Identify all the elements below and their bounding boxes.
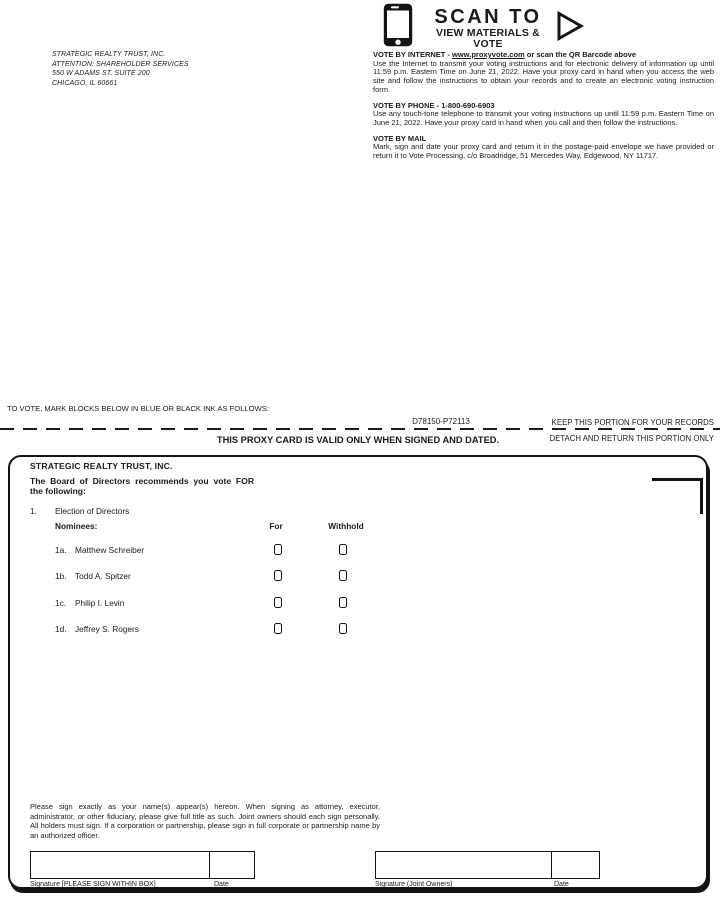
vote-methods-section — [373, 51, 714, 161]
scan-to-title: SCAN TO — [434, 6, 542, 28]
proposal-number: 1. — [30, 506, 37, 516]
nominees-label: Nominees: — [55, 521, 98, 531]
board-recommendation-line1: The Board of Directors recommends you vote FOR — [30, 476, 255, 486]
nominee-name: Philip I. Levin — [75, 598, 125, 608]
board-recommendation-line2: the following: — [30, 486, 86, 496]
vote-by-internet-suffix: or scan the QR Barcode above — [524, 50, 636, 59]
vote-withhold-checkbox-1c[interactable] — [339, 597, 347, 608]
proposal-title: Election of Directors — [55, 506, 130, 516]
vote-for-checkbox-1d[interactable] — [274, 623, 282, 634]
nominee-name: Matthew Schreiber — [75, 545, 145, 555]
sender-line: CHICAGO, IL 60661 — [52, 79, 118, 87]
signature-primary-label: Signature [PLEASE SIGN WITHIN BOX] — [30, 881, 156, 888]
nominee-name: Jeffrey S. Rogers — [75, 624, 139, 634]
signature-box-joint[interactable] — [375, 851, 600, 879]
date-label: Date — [554, 881, 569, 888]
proxy-card — [8, 455, 708, 889]
vote-withhold-checkbox-1a[interactable] — [339, 544, 347, 555]
nominee-id: 1d. — [55, 624, 67, 634]
nominee-row — [55, 624, 675, 637]
vote-by-internet-prefix: VOTE BY INTERNET - — [373, 50, 453, 59]
signature-date-divider — [551, 852, 552, 878]
vote-withhold-checkbox-1d[interactable] — [339, 623, 347, 634]
control-number: D78150-P72113 — [412, 417, 470, 426]
vote-by-mail-body: Mark, sign and date your proxy card and return it in the postage-paid envelope we have provided or return it to Vote Processing, c/o Broadridge, 51 Mercedes Way, Edgewood, NY 11717. — [373, 142, 714, 161]
corner-crop-mark — [652, 478, 703, 514]
nominee-name: Todd A. Spitzer — [75, 571, 131, 581]
perforation-dashed-line — [0, 428, 720, 430]
smartphone-icon — [383, 3, 413, 52]
column-header-withhold: Withhold — [328, 521, 364, 531]
keep-records-note: KEEP THIS PORTION FOR YOUR RECORDS — [551, 418, 714, 427]
vote-for-checkbox-1a[interactable] — [274, 544, 282, 555]
mark-instruction: TO VOTE, MARK BLOCKS BELOW IN BLUE OR BLACK INK AS FOLLOWS: — [7, 404, 269, 413]
play-arrow-icon — [556, 11, 584, 46]
nominee-id: 1a. — [55, 545, 67, 555]
sender-address-block — [52, 50, 189, 88]
date-label: Date — [214, 881, 229, 888]
detach-note: DETACH AND RETURN THIS PORTION ONLY — [549, 434, 714, 443]
nominee-id: 1c. — [55, 598, 67, 608]
scan-to-subtitle: VIEW MATERIALS & VOTE — [436, 27, 540, 50]
vote-by-phone-body: Use any touch-tone telephone to transmit your voting instructions up until 11:59 p.m. Eastern Time on June 21, 2022. Have your proxy card in hand when you call and then follow the instructions. — [373, 109, 714, 127]
column-header-for: For — [269, 521, 283, 531]
nominee-row — [55, 571, 675, 584]
vote-withhold-checkbox-1b[interactable] — [339, 570, 347, 581]
validity-note: THIS PROXY CARD IS VALID ONLY WHEN SIGNED AND DATED. — [216, 435, 500, 445]
signature-box-primary[interactable] — [30, 851, 255, 879]
signature-joint-label: Signature (Joint Owners) — [375, 881, 453, 888]
sender-line: 550 W ADAMS ST. SUITE 200 — [52, 70, 150, 78]
nominee-row — [55, 598, 675, 611]
signature-date-divider — [209, 852, 210, 878]
vote-by-mail-heading: VOTE BY MAIL — [373, 133, 427, 143]
signature-instructions: Please sign exactly as your name(s) appear(s) hereon. When signing as attorney, executor, administrator, or other fiduciary, please give full title as such. Joint owners should each sign personally. All holders must sign. If a corporation or partnership, please sign in full corporate or partnership name by an authorized officer. — [30, 802, 380, 840]
sender-line: ATTENTION: SHAREHOLDER SERVICES — [52, 60, 189, 68]
proxyvote-link: www.proxyvote.com — [452, 50, 525, 59]
sender-line: STRATEGIC REALTY TRUST, INC. — [52, 51, 166, 58]
nominee-row — [55, 545, 675, 558]
vote-for-checkbox-1c[interactable] — [274, 597, 282, 608]
vote-for-checkbox-1b[interactable] — [274, 570, 282, 581]
company-name: STRATEGIC REALTY TRUST, INC. — [30, 461, 173, 471]
scan-to-banner — [420, 7, 556, 50]
nominee-id: 1b. — [55, 571, 67, 581]
vote-by-phone-heading: VOTE BY PHONE - 1-800-690-6903 — [373, 100, 495, 110]
vote-by-internet-body: Use the Internet to transmit your voting instructions and for electronic delivery of information up until 11:59 p.m. Eastern Time on June 21, 2022. Have your proxy card in hand when you access the web site and follow the instructions to obtain your records and to create an electronic voting instruction form. — [373, 58, 714, 94]
